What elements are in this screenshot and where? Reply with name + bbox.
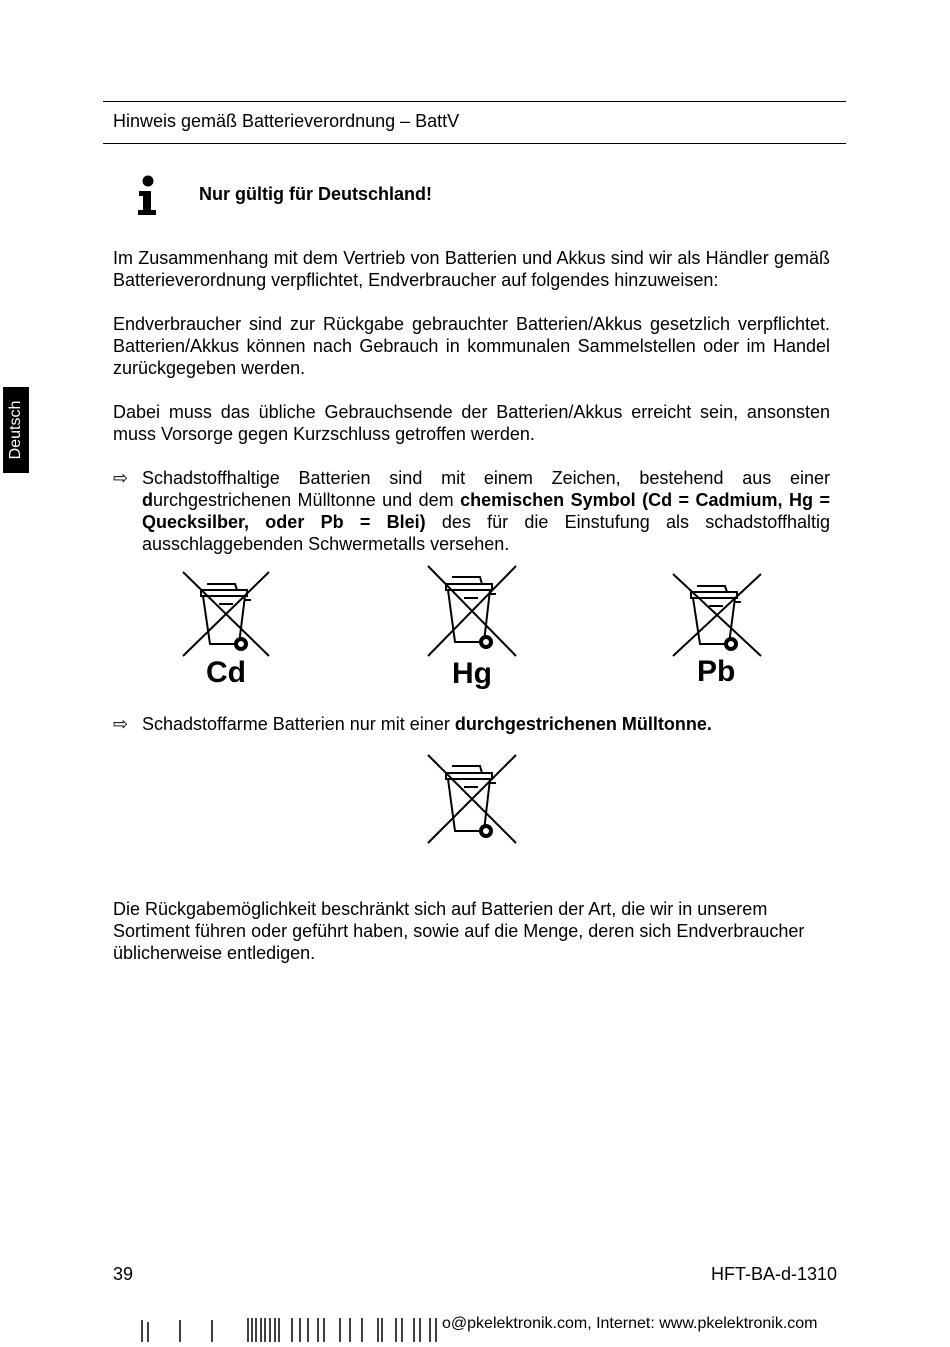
arrow-right-outline-icon: ⇨: [113, 468, 129, 488]
notice-title: Nur gültig für Deutschland!: [199, 184, 432, 204]
bullet-harmful-batteries-text: Schadstoffhaltige Batterien sind mit einem Zeichen, bestehend aus einer durchgestrichenen Mülltonne und dem chemischen Symbol (Cd = Cadmium, Hg = Quecksilber, oder Pb = Blei) des für die Einstufung als schadstoffhaltig ausschlaggebenden Schwermetalls versehen.: [142, 468, 830, 554]
language-side-tab: [3, 387, 29, 473]
arrow-right-outline-icon: ⇨: [113, 714, 129, 734]
barcode-stamp-graphic: [140, 1316, 440, 1347]
bullet-low-harm-batteries-text: Schadstoffarme Batterien nur mit einer durchgestrichenen Mülltonne.: [142, 714, 712, 734]
paragraph-end-of-use: Dabei muss das übliche Gebrauchsende der Batterien/Akkus erreicht sein, ansonsten muss Vorsorge gegen Kurzschluss getroffen werden.: [113, 402, 830, 444]
info-icon: [135, 174, 161, 221]
document-code: HFT-BA-d-1310: [710, 1264, 837, 1284]
paragraph-return-scope: Die Rückgabemöglichkeit beschränkt sich auf Batterien der Art, die wir in unserem Sortiment führen oder geführt haben, sowie auf die Menge, deren sich Endverbraucher üblicherweise entledigen.: [113, 899, 805, 963]
header-bottom-rule: [103, 143, 846, 144]
bin-label-hg: Hg: [452, 657, 492, 690]
bin-label-pb: Pb: [697, 655, 736, 688]
paragraph-dealer-obligation: Im Zusammenhang mit dem Vertrieb von Batterien und Akkus sind wir als Händler gemäß Batterieverordnung verpflichtet, Endverbraucher auf folgendes hinzuweisen:: [113, 248, 830, 290]
crossed-bin-plain-icon: [426, 753, 518, 850]
crossed-bin-hg-icon: [426, 564, 518, 663]
bin-label-cd: Cd: [206, 656, 246, 689]
header-title: Hinweis gemäß Batterieverordnung – BattV: [113, 111, 460, 131]
header-top-rule: [103, 101, 846, 102]
page-number: 39: [113, 1264, 134, 1284]
footer-contact: o@pkelektronik.com, Internet: www.pkelektronik.com: [442, 1315, 818, 1332]
language-side-tab-label: Deutsch: [7, 400, 24, 460]
crossed-bin-cd-icon: [181, 570, 273, 663]
crossed-bin-pb-icon: [671, 572, 763, 663]
paragraph-return-obligation: Endverbraucher sind zur Rückgabe gebrauchter Batterien/Akkus gesetzlich verpflichtet. Batterien/Akkus können nach Gebrauch in kommunalen Sammelstellen oder im Handel zurückgegeben werden.: [113, 314, 830, 378]
